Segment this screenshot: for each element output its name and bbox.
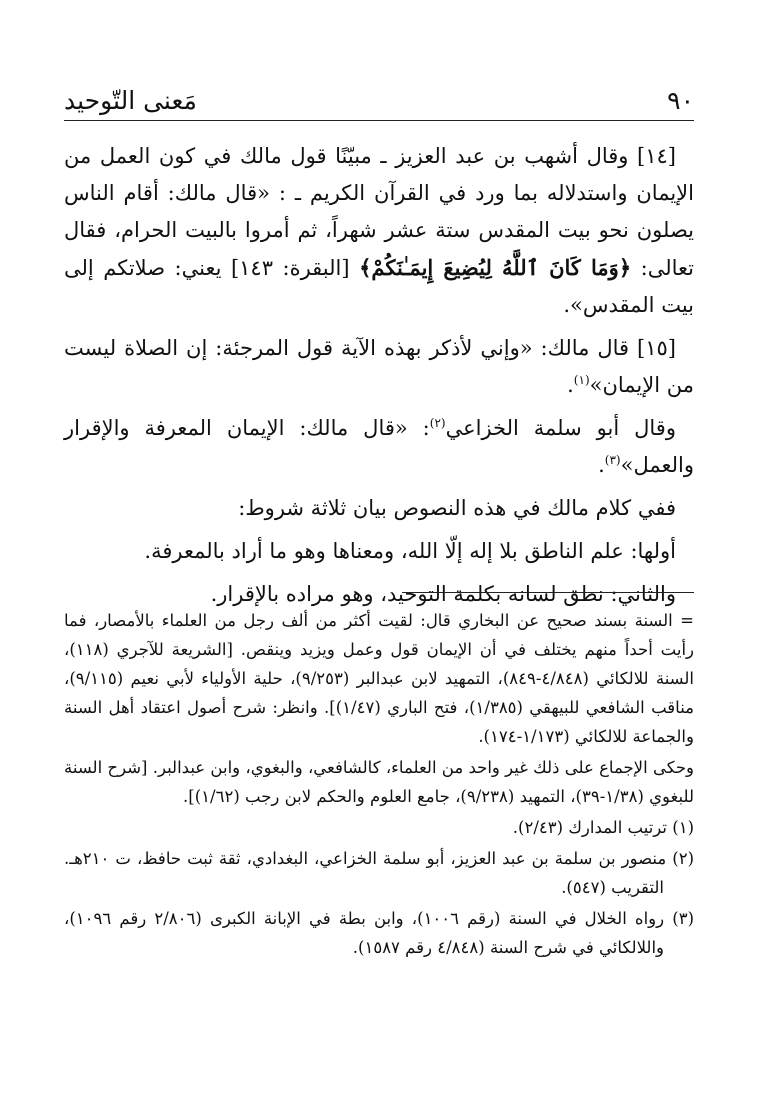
paragraph-14-text-b: [البقرة: ١٤٣] يعني: صلاتكم إلى بيت المقدس».: [64, 256, 694, 317]
footnote-ref-1: (١): [573, 373, 590, 387]
quran-verse: ﴿وَمَا كَانَ ٱللَّهُ لِيُضِيعَ إِيمَـٰنَكُمْ﴾: [359, 255, 632, 280]
footnote-ref-2: (٢): [429, 416, 446, 430]
footnotes: [64, 606, 694, 964]
footnote-divider: [402, 592, 694, 593]
footnote-continuation-2: وحكى الإجماع على ذلك غير واحد من العلماء، كالشافعي، والبغوي، وابن عبدالبر. [شرح السنة للبغوي (١/٣٨-٣٩)، التمهيد (٩/٢٣٨)، جامع العلوم والحكم لابن رجب (١/٦٢)].: [64, 758, 694, 806]
paragraph-15-end: .: [567, 373, 574, 397]
footnote-2: (٢) منصور بن سلمة بن عبد العزيز، أبو سلمة الخزاعي، البغدادي، ثقة ثبت حافظ، ت ٢١٠هـ. التقريب (٥٤٧).: [64, 849, 694, 897]
paragraph-abu-salama-text-b: : «قال مالك: الإيمان المعرفة والإقرار والعمل»: [64, 416, 694, 477]
page-number: ٩٠: [667, 86, 694, 115]
paragraph-15-text: [١٥] قال مالك: «وإني لأذكر بهذه الآية قول المرجئة: إن الصلاة ليست من الإيمان»: [64, 336, 694, 397]
paragraph-abu-salama-end: .: [598, 453, 605, 477]
footnote-continuation-1: = السنة بسند صحيح عن البخاري قال: لقيت أكثر من ألف رجل من العلماء بالأمصار، فما رأيت أحداً منهم يختلف في أن الإيمان قول وعمل ويزيد وينقص. [الشريعة للآجري (١١٨)، السنة للالكائي (٤/٨٤٨-٨٤٩)، التمهيد لابن عبدالبر (٩/٢٥٣)، حلية الأولياء لأبي نعيم (٩/١١٥)، مناقب الشافعي للبيهقي (١/٣٨٥)، فتح الباري (١/٤٧)]. وانظر: شرح أصول اعتقاد أهل السنة والجماعة للالكائي (١/١٧٣-١٧٤).: [64, 611, 695, 746]
running-title: مَعنى التّوحيد: [64, 86, 197, 115]
footnote-1: (١) ترتيب المدارك (٢/٤٣).: [512, 818, 694, 837]
footnote-ref-3: (٣): [604, 453, 621, 467]
paragraph-14-text-a: [١٤] وقال أشهب بن عبد العزيز ـ مبيّنًا قول مالك في كون العمل من الإيمان واستدلاله بما ورد في القرآن الكريم ـ : «قال مالك: أقام الناس يصلون نحو بيت المقدس ستة عشر شهراً، ثم أمروا بالبيت الحرام، فقال تعالى:: [64, 144, 694, 280]
footnote-3: (٣) رواه الخلال في السنة (رقم ١٠٠٦)، وابن بطة في الإبانة الكبرى (٢/٨٠٦ رقم ١٠٩٦)، واللالكائي في شرح السنة (٤/٨٤٨ رقم ١٥٨٧).: [64, 909, 694, 957]
header-divider: [64, 120, 694, 121]
main-text: [64, 138, 694, 619]
paragraph-14: [64, 138, 694, 324]
paragraph-condition-second: والثاني: نطق لسانه بكلمة التوحيد، وهو مراده بالإقرار.: [210, 582, 676, 606]
paragraph-abu-salama-text-a: وقال أبو سلمة الخزاعي: [445, 416, 676, 440]
paragraph-15: [64, 330, 694, 404]
paragraph-conditions-intro: ففي كلام مالك في هذه النصوص بيان ثلاثة شروط:: [238, 496, 676, 520]
paragraph-condition-first: أولها: علم الناطق بلا إله إلّا الله، ومعناها وهو ما أراد بالمعرفة.: [144, 539, 676, 563]
paragraph-abu-salama: [64, 410, 694, 484]
page-header: [64, 84, 694, 118]
